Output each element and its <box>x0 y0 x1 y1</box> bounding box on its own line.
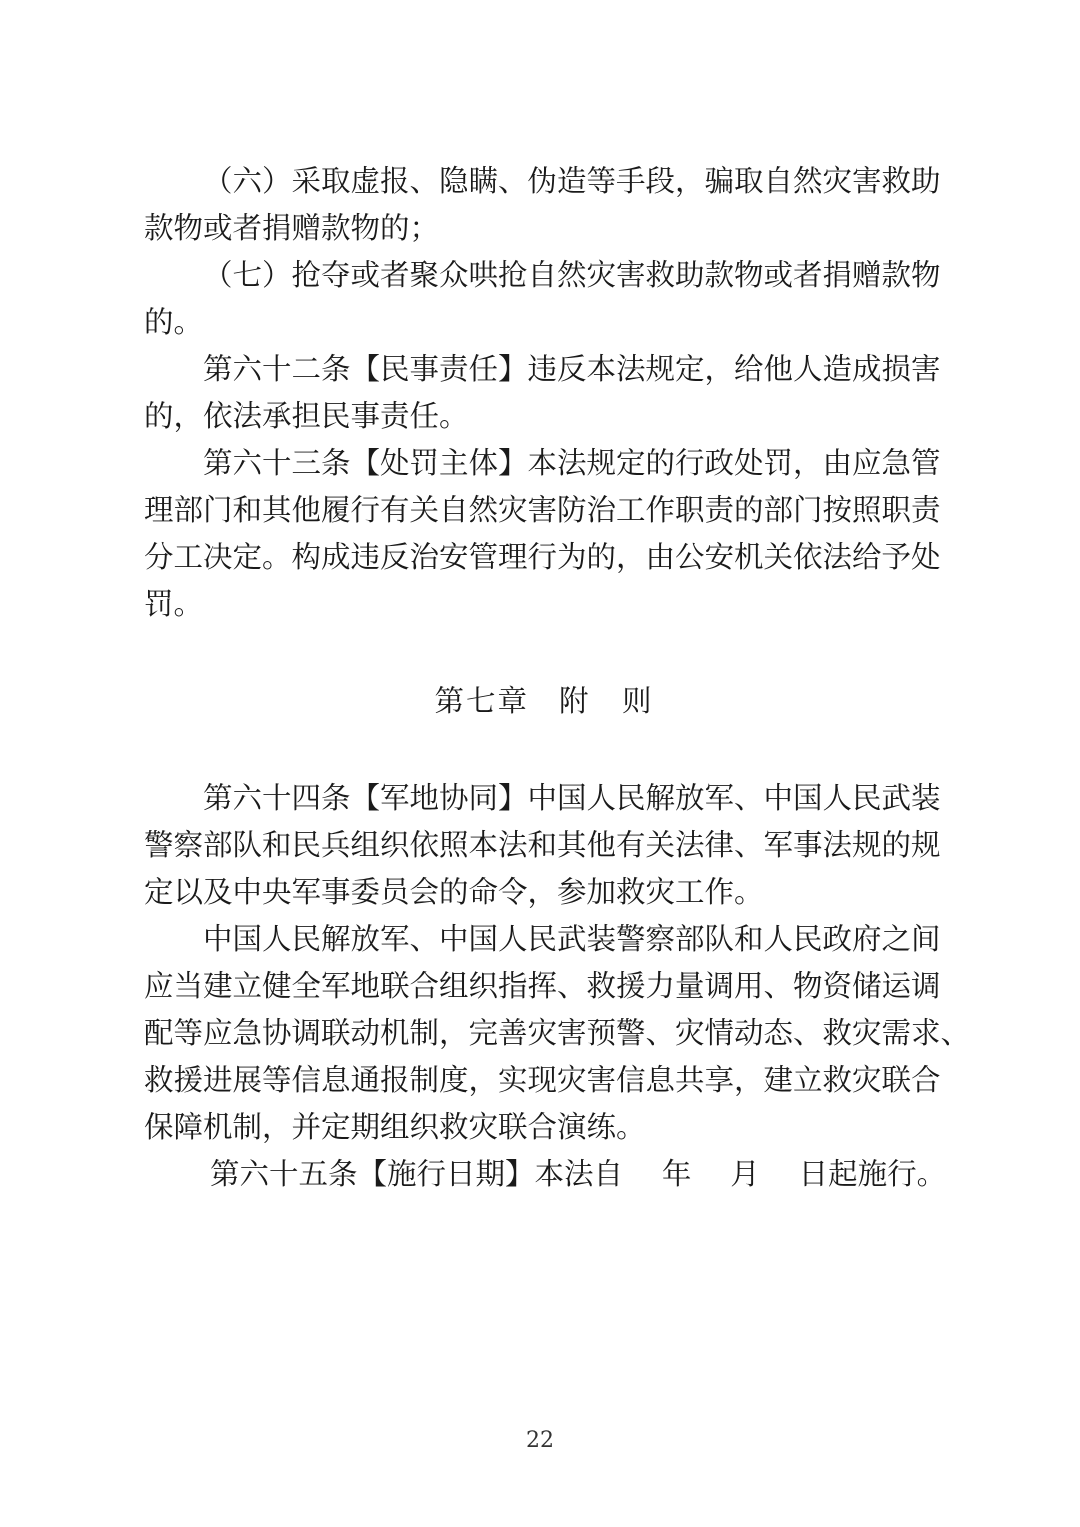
text-line: 保障机制，并定期组织救灾联合演练。 <box>144 1110 646 1144</box>
text-line: 理部门和其他履行有关自然灾害防治工作职责的部门按照职责 <box>144 493 941 527</box>
text-line: 救援进展等信息通报制度，实现灾害信息共享，建立救灾联合 <box>144 1063 941 1097</box>
article-65 <box>144 1151 947 1198</box>
chapter-number: 第七章 <box>434 684 529 718</box>
article-62 <box>144 346 944 440</box>
text-line: 第六十五条【施行日期】本法自 年 月 日起施行。 <box>210 1157 947 1191</box>
text-line: 的。 <box>144 305 204 339</box>
text-line: 罚。 <box>144 587 204 621</box>
text-line: 警察部队和民兵组织依照本法和其他有关法律、军事法规的规 <box>144 828 941 862</box>
chapter-heading <box>144 628 944 775</box>
text-line: 应当建立健全军地联合组织指挥、救援力量调用、物资储运调 <box>144 969 941 1003</box>
text-line: 第六十二条【民事责任】违反本法规定，给他人造成损害 <box>203 352 941 386</box>
article-63 <box>144 440 944 628</box>
text-line: 分工决定。构成违反治安管理行为的，由公安机关依法给予处 <box>144 540 941 574</box>
article-64 <box>144 775 944 916</box>
article-64-para-2 <box>144 916 971 1151</box>
text-line: 款物或者捐赠款物的； <box>144 211 440 245</box>
text-line: 中国人民解放军、中国人民武装警察部队和人民政府之间 <box>203 922 941 956</box>
text-line: 配等应急协调联动机制，完善灾害预警、灾情动态、救灾需求、 <box>144 1016 971 1050</box>
chapter-title: 附 则 <box>559 684 654 718</box>
paragraph-item-6 <box>144 158 944 252</box>
text-line: 定以及中央军事委员会的命令，参加救灾工作。 <box>144 875 764 909</box>
text-line: 第六十四条【军地协同】中国人民解放军、中国人民武装 <box>203 781 941 815</box>
page-number: 22 <box>526 1428 554 1453</box>
text-line: 第六十三条【处罚主体】本法规定的行政处罚，由应急管 <box>203 446 941 480</box>
text-line: 的，依法承担民事责任。 <box>144 399 469 433</box>
document-body <box>144 158 971 1198</box>
text-line: （六）采取虚报、隐瞒、伪造等手段，骗取自然灾害救助 <box>203 164 941 198</box>
text-line: （七）抢夺或者聚众哄抢自然灾害救助款物或者捐赠款物 <box>203 258 941 292</box>
paragraph-item-7 <box>144 252 944 346</box>
